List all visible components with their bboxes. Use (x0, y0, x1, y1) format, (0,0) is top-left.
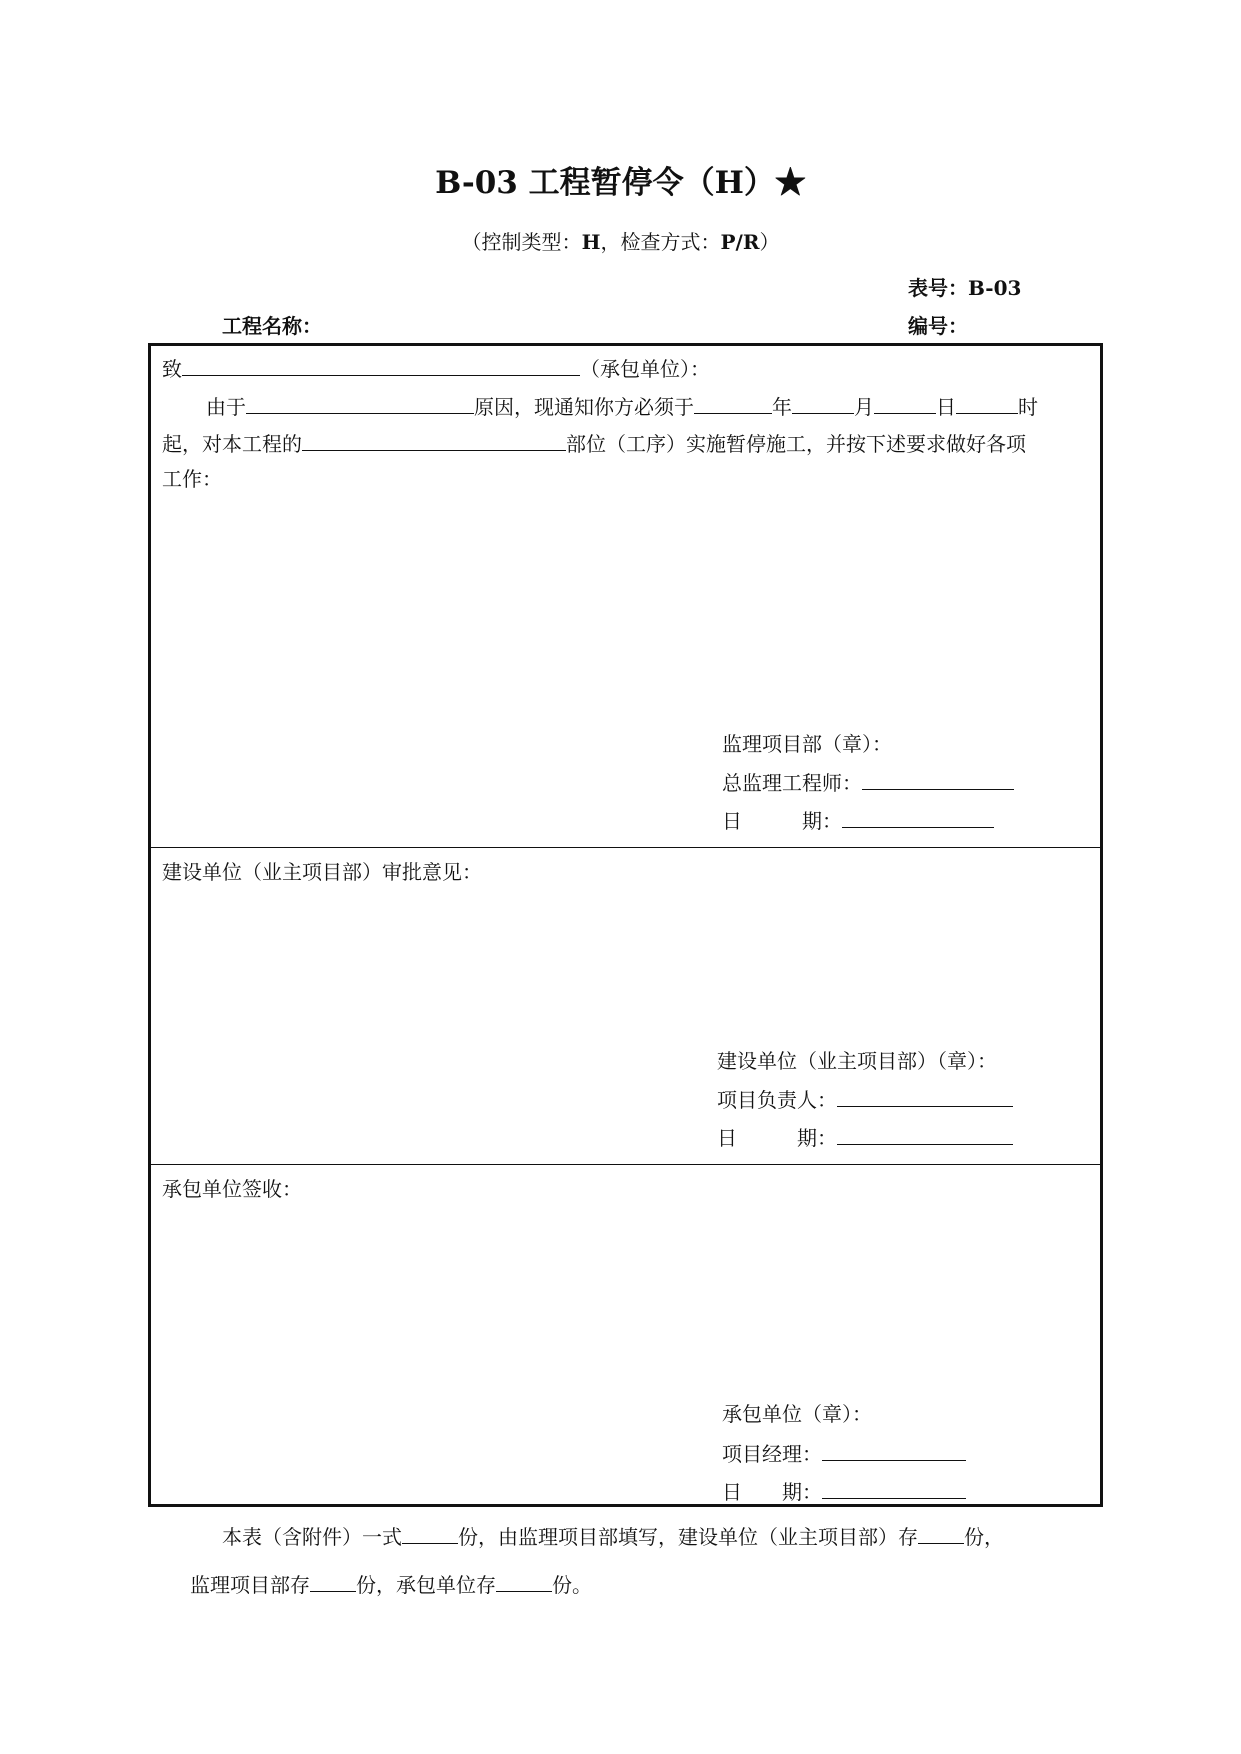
day-label: 日 (936, 395, 956, 419)
subtitle-suffix: ） (759, 230, 780, 254)
owner-person-blank[interactable] (837, 1088, 1013, 1107)
supervision-stamp-label: 监理项目部（章）： (722, 732, 892, 756)
control-type: H (581, 230, 601, 254)
form-title: B-03 工程暂停令（H）★ (435, 165, 806, 201)
notice-reason-line (206, 395, 1038, 417)
to-suffix: （承包单位）： (580, 357, 710, 381)
contractor-name-blank[interactable] (182, 357, 580, 376)
supervision-copies-blank[interactable] (310, 1573, 356, 1592)
part-blank[interactable] (302, 432, 566, 451)
owner-stamp-label: 建设单位（业主项目部）（章）： (717, 1049, 997, 1073)
contractor-stamp-label: 承包单位（章）： (722, 1402, 872, 1426)
form-number: 表号：B-03 (908, 276, 1022, 300)
owner-date-line (717, 1126, 1013, 1148)
contractor-receipt-label: 承包单位签收： (162, 1177, 302, 1201)
project-manager-label: 项目经理： (722, 1442, 822, 1466)
section-divider-2 (148, 1164, 1103, 1165)
total-copies-blank[interactable] (402, 1525, 458, 1544)
contractor-date-label: 日 期： (722, 1480, 822, 1504)
contractor-copies-blank[interactable] (496, 1573, 552, 1592)
inspection-method: P/R (720, 230, 760, 254)
footer-text-f: 份。 (552, 1573, 592, 1597)
footer-copies-line-1 (222, 1525, 1004, 1547)
month-blank[interactable] (792, 395, 854, 414)
contractor-date-blank[interactable] (822, 1480, 966, 1499)
supervision-date-blank[interactable] (842, 809, 994, 828)
project-name-label: 工程名称： (222, 314, 322, 338)
chief-engineer-line (722, 771, 1014, 793)
part-suffix: 部位（工序）实施暂停施工，并按下述要求做好各项 (566, 432, 1026, 456)
owner-date-label: 日 期： (717, 1126, 837, 1150)
form-subtitle (0, 232, 1241, 252)
subtitle-prefix: （控制类型： (461, 230, 582, 254)
month-label: 月 (854, 395, 874, 419)
footer-text-b: 份，由监理项目部填写，建设单位（业主项目部）存 (458, 1525, 918, 1549)
year-blank[interactable] (694, 395, 772, 414)
chief-engineer-label: 总监理工程师： (722, 771, 862, 795)
reason-suffix: 原因，现通知你方必须于 (474, 395, 694, 419)
project-manager-blank[interactable] (822, 1442, 966, 1461)
year-label: 年 (772, 395, 792, 419)
notice-part-line (162, 432, 1026, 454)
notice-work-line: 工作： (162, 467, 222, 491)
serial-number-label: 编号： (908, 314, 968, 338)
supervision-date-label: 日 期： (722, 809, 842, 833)
hour-label: 时 (1018, 395, 1038, 419)
owner-date-blank[interactable] (837, 1126, 1013, 1145)
reason-blank[interactable] (246, 395, 474, 414)
notice-to-line (162, 357, 710, 379)
part-prefix: 起，对本工程的 (162, 432, 302, 456)
footer-text-e: 份，承包单位存 (356, 1573, 496, 1597)
footer-text-a: 本表（含附件）一式 (222, 1525, 402, 1549)
project-manager-line (722, 1442, 966, 1464)
owner-person-line (717, 1088, 1013, 1110)
owner-copies-blank[interactable] (918, 1525, 964, 1544)
to-label: 致 (162, 357, 182, 381)
reason-prefix: 由于 (206, 395, 246, 419)
owner-opinion-label: 建设单位（业主项目部）审批意见： (162, 860, 482, 884)
footer-copies-line-2 (190, 1573, 592, 1595)
owner-person-label: 项目负责人： (717, 1088, 837, 1112)
subtitle-separator: ，检查方式： (600, 230, 721, 254)
hour-blank[interactable] (956, 395, 1018, 414)
section-divider-1 (148, 847, 1103, 848)
supervision-date-line (722, 809, 994, 831)
contractor-date-line (722, 1480, 966, 1502)
footer-text-d: 监理项目部存 (190, 1573, 310, 1597)
chief-engineer-blank[interactable] (862, 771, 1014, 790)
form-table (148, 343, 1103, 1507)
day-blank[interactable] (874, 395, 936, 414)
footer-text-c: 份， (964, 1525, 1004, 1549)
